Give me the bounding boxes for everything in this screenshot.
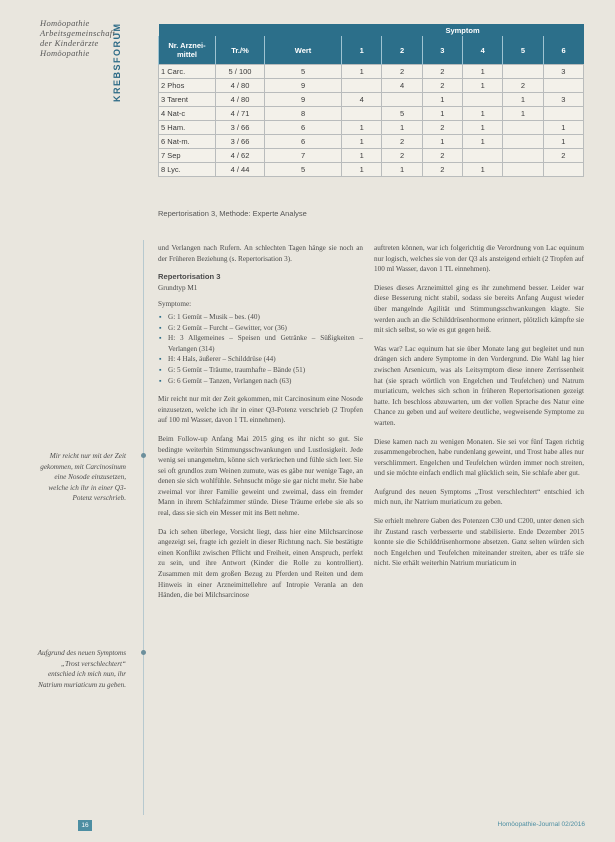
text-column-right — [374, 243, 584, 577]
table-cell: 1 — [503, 107, 543, 121]
paragraph: Beim Follow-up Anfang Mai 2015 ging es ihr nicht so gut. Sie bedingte weiterhin Stimmungsschwankungen und Lustlosigkeit. Jede wenig sei unangenehm, könne sich verkriechen und fühle sich leer. Sie sei oft grundlos zum Weinen zumute, was es gäbe nur wenige Tage, an denen sie sich wohlfühle. Sehnsucht möge sie gar nicht mehr. Sie habe zweimal vor ihrer Familie geweint und zweimal, dass ein fremder Mann in ihrem Schlafzimmer stünde. Diese Träume erlebe sie als so real, dass sie sich ein Messer mit ins Bett nehme. — [158, 434, 363, 518]
table-cell — [342, 107, 382, 121]
table-column-header: Wert — [265, 36, 342, 65]
table-body — [159, 65, 584, 177]
table-cell — [382, 93, 422, 107]
page-number: 16 — [78, 820, 92, 831]
paragraph: Dieses dieses Arzneimittel ging es ihr zunehmend besser. Leider war diese Besserung nicht stabil, sodass sie bereits Anfang August wieder über mangelnde Agilität und Stimmungsschwankungen klagte. Sie werden auch an die Schilddrüsenhormone erinnert, plötzlich kämpfte sie mit sich selbst, so wie es gut gegen heiß. — [374, 283, 584, 335]
table-cell: 2 — [382, 149, 422, 163]
table-column-header: 1 — [342, 36, 382, 65]
logo-line: Homöopathie — [40, 48, 90, 58]
logo-line: der Kinderärzte — [40, 38, 99, 48]
table-row — [159, 135, 584, 149]
table-column-header-row — [159, 36, 584, 65]
table-cell: 2 — [382, 65, 422, 79]
table-cell: 2 Phos — [159, 79, 216, 93]
table-cell: 3 / 66 — [216, 121, 265, 135]
table-cell: 2 — [422, 65, 462, 79]
table-column-header: 5 — [503, 36, 543, 65]
table-cell: 5 — [265, 163, 342, 177]
list-item: ▪ H: 3 Allgemeines – Speisen und Getränke – Süßigkeiten – Verlangen (314) — [168, 333, 363, 354]
table-cell — [543, 79, 583, 93]
margin-bullet — [141, 453, 146, 458]
table-cell: 5 — [382, 107, 422, 121]
table-cell: 6 — [265, 135, 342, 149]
table-cell: 1 — [463, 79, 503, 93]
table-cell: 3 / 66 — [216, 135, 265, 149]
paragraph: Aufgrund des neuen Symptoms „Trost verschlechtert“ entschied ich mich nun, ihr Natrium muriaticum zu geben. — [374, 487, 584, 507]
table-cell: 3 — [543, 65, 583, 79]
table-cell: 4 Nat-c — [159, 107, 216, 121]
table-cell: 4 / 62 — [216, 149, 265, 163]
text-column-left — [158, 243, 363, 609]
table-cell: 1 — [382, 163, 422, 177]
margin-bullet — [141, 650, 146, 655]
table-cell — [503, 163, 543, 177]
subheading: Grundtyp M1 — [158, 283, 198, 292]
table-cell: 1 — [463, 65, 503, 79]
paragraph: und Verlangen nach Rufern. An schlechten Tagen hänge sie noch an der Früheren Beziehung (s. Repertorisation 3). — [158, 244, 363, 263]
table-cell: 4 / 80 — [216, 79, 265, 93]
repertorisation-table — [158, 24, 584, 177]
table-cell: 2 — [503, 79, 543, 93]
logo-line: Arbeitsgemeinschaft — [40, 28, 116, 38]
table-cell — [342, 79, 382, 93]
table-cell: 2 — [422, 163, 462, 177]
table-cell: 5 / 100 — [216, 65, 265, 79]
table-cell: 1 — [543, 121, 583, 135]
table-caption: Repertorisation 3, Methode: Experte Analyse — [158, 209, 307, 218]
symptom-group-header: Symptom — [342, 24, 584, 36]
table-column-header: Tr./% — [216, 36, 265, 65]
table-cell: 4 — [382, 79, 422, 93]
table-cell: 2 — [422, 79, 462, 93]
table-row — [159, 107, 584, 121]
list-item: ▪ G: 6 Gemüt – Tanzen, Verlangen nach (63) — [168, 376, 363, 387]
table-cell: 2 — [543, 149, 583, 163]
table-row — [159, 149, 584, 163]
table-cell: 1 — [342, 65, 382, 79]
table-cell: 6 Nat-m. — [159, 135, 216, 149]
table-cell: 1 — [422, 93, 462, 107]
table-cell: 1 — [543, 135, 583, 149]
paragraph: Da ich sehen überlege, Vorsicht liegt, dass hier eine Milchsarcinose angezeigt sei, fragte ich gezielt in dieser Richtung nach. Sie bestätigte einen Konflikt zwischen Pflicht und Freiheit, einen Anspruch, perfekt zu sein, und ihre Antwort (Kinder die Rolle zu kontrolliert). Zusammen mit dem großen Bezug zu Pferden und Reiten und dem Hinweis in einer Arzneimittellehre auf Intropie Veranla an den Händen, die bei Milchsarcinose — [158, 527, 363, 600]
table-cell: 7 Sep — [159, 149, 216, 163]
table-cell: 1 — [422, 107, 462, 121]
symptom-list — [158, 312, 363, 386]
section-label: KREBSFORUM — [112, 22, 122, 102]
list-item: ▪ G: 5 Gemüt – Träume, traumhafte – Bände (51) — [168, 365, 363, 376]
table-cell — [463, 93, 503, 107]
table-column-header: 2 — [382, 36, 422, 65]
table-cell: 1 — [342, 135, 382, 149]
journal-footer: Homöopathie-Journal 02/2016 — [497, 821, 585, 828]
table-cell: 9 — [265, 93, 342, 107]
table-cell — [503, 135, 543, 149]
table-cell: 9 — [265, 79, 342, 93]
table-cell — [503, 149, 543, 163]
section-heading: Repertorisation 3 — [158, 272, 221, 282]
table-cell: 6 — [265, 121, 342, 135]
table-cell: 1 Carc. — [159, 65, 216, 79]
list-item: ▪ G: 2 Gemüt – Furcht – Gewitter, vor (36) — [168, 323, 363, 334]
table-cell: 2 — [422, 121, 462, 135]
table-cell: 4 / 80 — [216, 93, 265, 107]
table-cell: 7 — [265, 149, 342, 163]
journal-logo — [40, 18, 118, 58]
list-item: ▪ H: 4 Hals, äußerer – Schilddrüse (44) — [168, 354, 363, 365]
paragraph: auftreten können, war ich folgerichtig die Verordnung von Lac equinum nur logisch, welches sie von der Q3 als ansteigend erhielt (2 Tropfen auf 100 ml Wasser, davon 1 TL einnehmen). — [374, 244, 584, 274]
table-row — [159, 93, 584, 107]
table-cell: 4 / 71 — [216, 107, 265, 121]
table-cell: 1 — [342, 121, 382, 135]
paragraph: Mir reicht nur mit der Zeit gekommen, mit Carcinosinum eine Nosode einzusetzen, welche ich ihr in einer Q3-Potenz verschrieb (2 Tropfen auf 100 ml Wasser, davon 1 TL einnehmen). — [158, 395, 363, 425]
table-cell — [503, 121, 543, 135]
table-cell: 1 — [463, 135, 503, 149]
symptoms-label: Symptome: — [158, 300, 192, 309]
table-cell: 3 — [543, 93, 583, 107]
table-cell — [543, 163, 583, 177]
paragraph: Was war? Lac equinum hat sie über Monate lang gut begleitet und nun drängen sich andere Symptome in den Vordergrund. Die Wahl lag hier zwischen Arsenicum, was als Leitsymptom diese innere Zerrissenheit hat (sie sprach wörtlich von Engelchen und Teufelchen) und Natrum muriaticum, welches sich schon in früheren Repertorisationen gezeigt hatte. Ich beschloss abzuwarten, um der vollen Sprache des Natur eine Chance zu geben und auf weitere deutliche, wegweisende Symptome zu warten. — [374, 344, 584, 427]
table-cell: 5 Ham. — [159, 121, 216, 135]
table-cell: 2 — [382, 135, 422, 149]
table-cell: 1 — [503, 93, 543, 107]
table-cell — [503, 65, 543, 79]
table-cell: 5 — [265, 65, 342, 79]
table-row — [159, 79, 584, 93]
paragraph: Diese kamen nach zu wenigen Monaten. Sie sei vor fünf Tagen richtig zusammengebrochen, habe rundenlang geweint, und Trost habe alles nur verschlimmert. Engelchen und Teufelchen würden immer noch streiten, und sie möchte einfach endlich mal glücklich sein, Sie schlafe aber gut. — [374, 437, 584, 478]
table-cell: 1 — [422, 135, 462, 149]
table-cell: 1 — [342, 149, 382, 163]
table-cell — [543, 107, 583, 121]
table-row — [159, 163, 584, 177]
paragraph: Sie erhielt mehrere Gaben des Potenzen C30 und C200, unter denen sich ihr Zustand rasch verbesserte und stabilisierte. Ende Dezember 2015 konnte sie die Schilddrüsenhormone absetzen. Ganz selten würden sich noch Engelchen und Teufelchen miteinander streiten, aber es träfe sie nicht. Sie erhält weiterhin Natrium muriaticum in — [374, 517, 584, 568]
table-cell: 1 — [463, 121, 503, 135]
margin-rule — [143, 240, 144, 815]
table-cell: 4 — [342, 93, 382, 107]
table-cell: 1 — [342, 163, 382, 177]
table-cell: 1 — [463, 163, 503, 177]
logo-line: Homöopathie — [40, 18, 90, 28]
table-cell: 3 Tarent — [159, 93, 216, 107]
table-cell: 8 Lyc. — [159, 163, 216, 177]
list-item: ▪ G: 1 Gemüt – Musik – bes. (40) — [168, 312, 363, 323]
pull-quote: Mir reicht nur mit der Zeit gekommen, mit Carcinosinum eine Nosode einzusetzen, welche ich ihr in einer Q3-Potenz verschrieb. — [40, 452, 126, 503]
table-cell: 1 — [463, 107, 503, 121]
table-row — [159, 65, 584, 79]
table-row — [159, 121, 584, 135]
table-cell: 1 — [382, 121, 422, 135]
table-cell: 2 — [422, 149, 462, 163]
pull-quote: Aufgrund des neuen Symptoms „Trost verschlechtert“ entschied ich mich nun, ihr Natrium muriaticum zu geben. — [37, 649, 126, 689]
table-column-header: Nr. Arznei-mittel — [159, 36, 216, 65]
table-column-header: 4 — [463, 36, 503, 65]
table-cell — [463, 149, 503, 163]
table-cell: 8 — [265, 107, 342, 121]
table-cell: 4 / 44 — [216, 163, 265, 177]
table-column-header: 6 — [543, 36, 583, 65]
table-header-spacer — [159, 24, 342, 36]
table-column-header: 3 — [422, 36, 462, 65]
